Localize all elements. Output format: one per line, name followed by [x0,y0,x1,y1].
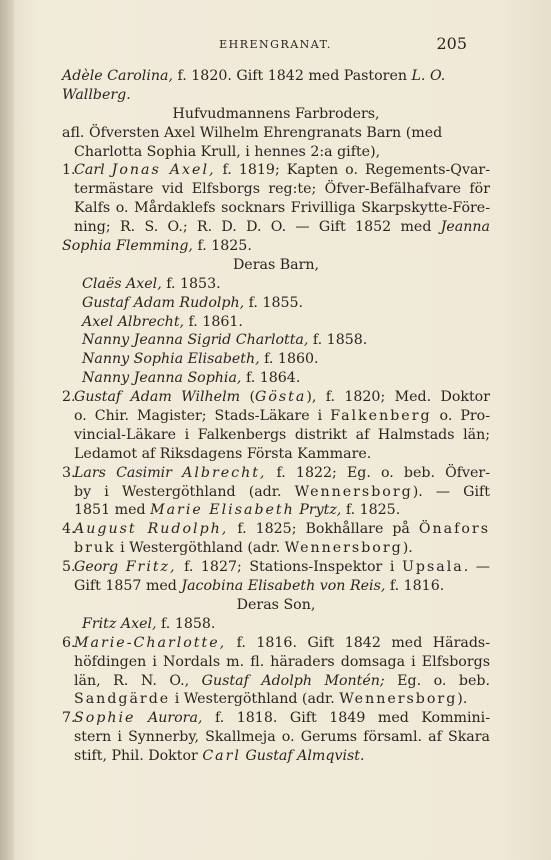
entry-number: 6. [62,634,76,651]
text-line [82,350,490,369]
text-line [62,388,491,407]
text-line [62,67,490,86]
text-segment: f. 1858. [156,615,216,632]
emphasized-name: Sandgärde [74,691,171,708]
emphasized-name: August Rudolph, [74,521,229,538]
text-line [62,237,490,256]
text-segment: ). [402,540,413,557]
emphasized-name: Wallberg. [62,86,131,103]
text-segment: ). — Gift [412,483,491,500]
text-line [62,596,490,615]
text-segment: vincial-Läkare i Falkenbergs distrikt af Halmstads län; [74,426,490,443]
emphasized-name: Önafors [418,521,490,538]
text-segment: by i Westergöthland (adr. [74,483,295,500]
text-segment: 1851 med [74,502,151,519]
text-line [74,199,490,218]
text-line [82,331,490,350]
text-line [74,180,490,199]
emphasized-name: Carl [202,748,241,765]
text-segment: f. 1818. Gift 1849 med Kommini- [202,710,491,727]
text-segment: f. 1864. [241,370,301,387]
emphasized-name: Falkenberg [330,408,432,425]
emphasized-name: Sophie [74,710,136,727]
text-line [82,313,490,332]
text-segment: o. Pro- [431,408,490,425]
text-line [62,520,490,539]
emphasized-name: Prytz, [294,502,342,519]
text-segment: Gift 1857 med [74,578,182,595]
text-segment: Kalfs o. Mårdaklefs socknars Frivilliga Skarpskytte-Före- [74,200,490,217]
text-line [74,539,490,558]
text-line [62,634,490,653]
text-line [74,407,490,426]
emphasized-name: Wennersborg [339,691,458,708]
emphasized-name: Aurora, [135,710,203,727]
text-segment: . — [463,559,490,576]
text-line [74,501,490,520]
text-line [74,653,490,672]
page-number: 205 [436,34,467,53]
text-segment: f. 1816. [385,578,445,595]
text-segment: o. Chir. Magister; Stads-Läkare i [74,408,331,425]
entry-number: 3. [62,464,76,481]
text-segment: ning; R. S. O.; R. D. D. O. — Gift 1852 med [74,219,441,236]
text-segment: f. 1822; Eg. o. beb. Öfver- [266,464,490,481]
emphasized-name: Gösta [254,389,307,406]
text-line [74,143,490,162]
text-segment: f. 1861. [184,313,243,330]
text-segment: afl. Öfversten Axel Wilhelm Ehrengranats Barn (med [62,124,443,141]
text-segment: höfdingen i Nordals m. fl. häraders domsaga i Elfsborgs [74,653,490,670]
emphasized-name: Albrecht, [182,464,267,481]
text-segment: f. 1816. Gift 1842 med Härads- [226,634,490,651]
text-segment: län, R. N. O., [74,672,202,689]
emphasized-name: Claës Axel, [82,275,162,292]
text-line [74,690,490,709]
entry-number: 7. [62,710,76,727]
text-line [62,161,490,180]
text-segment: f. 1820. Gift 1842 med Pastoren [173,68,412,84]
page-gutter [0,0,14,860]
text-segment: f. 1819; Kapten o. Regements-Qvar- [215,162,490,179]
emphasized-name: Jacobina Elisabeth von Reis, [181,578,386,595]
text-segment: f. 1853. [161,275,221,292]
emphasized-name: Fritz Axel, [82,615,157,632]
emphasized-name: Nanny Sophia Elisabeth, [82,351,260,368]
emphasized-name: Nanny Jeanna Sigrid Charlotta, [82,332,309,349]
emphasized-name: Georg [74,559,126,576]
text-segment: stern i Synnerby, Skallmeja o. Gerums församl. af Skara [74,729,490,746]
text-line [82,294,490,313]
emphasized-name: Upsala [401,559,464,576]
text-line [74,218,490,237]
emphasized-name: Carl [74,162,112,179]
emphasized-name: Axel Albrecht, [82,313,185,330]
text-line [74,747,490,766]
text-segment: f. 1858. [308,332,368,349]
text-segment: f. 1827; Stations-Inspektor i [176,559,402,576]
text-segment: f. 1825. [192,238,252,255]
entry-number: 1. [62,162,76,179]
text-segment: f. 1825. [341,502,401,519]
entry-number: 4. [62,521,76,538]
entry-number: 5. [62,559,76,576]
emphasized-name: Jeanna [440,219,490,236]
text-segment: ( [240,389,255,406]
text-segment: i Westergöthland (adr. [170,691,340,708]
text-line [74,672,490,691]
emphasized-name: Gustaf Adolph Montén; [201,672,385,689]
emphasized-name: Marie-Charlotte, [74,634,227,651]
emphasized-name: Gustaf Adam Rudolph, [82,294,245,311]
emphasized-name: Sophia Flemming, [62,238,193,255]
text-segment: stift, Phil. Doktor [74,748,203,765]
text-line [82,275,490,294]
text-line [74,483,490,502]
text-line [62,709,491,728]
text-segment: Hufvudmannens Farbroders, [172,105,380,122]
text-segment: Ledamot af Riksdagens Första Kammare. [74,445,372,462]
entry-number: 2. [62,389,76,406]
text-line [62,558,490,577]
emphasized-name: Wennersborg [294,483,413,500]
running-head: EHRENGRANAT. [219,38,332,51]
emphasized-name: Gustaf Adam Wilhelm [74,389,241,406]
emphasized-name: Marie Elisabeth [150,502,295,519]
text-line [82,615,490,634]
emphasized-name: Fritz, [125,559,177,576]
text-segment: i Westergöthland (adr. [115,540,285,557]
text-line [62,105,490,124]
text-line [74,426,490,445]
emphasized-name: Jonas Axel, [111,162,216,179]
text-segment: termästare vid Elfsborgs reg:te; Öfver-Befälhafvare för [74,181,490,198]
text-segment: Deras Son, [236,596,316,613]
text-segment: f. 1825; Bokhållare på [228,521,419,538]
emphasized-name: Adèle Carolina, [62,68,173,84]
text-segment: f. 1855. [244,294,304,311]
emphasized-name: Nanny Jeanna Sophia, [82,370,242,387]
text-segment: ), f. 1820; Med. Doktor [306,389,491,406]
text-line [74,577,490,596]
text-line [62,464,490,483]
emphasized-name: Wennersborg [284,540,403,557]
text-line [74,445,490,464]
emphasized-name: bruk [74,540,116,557]
text-line [62,124,490,143]
text-segment: f. 1860. [259,351,319,368]
text-segment: Charlotta Sophia Krull, i hennes 2:a gifte), [74,143,381,160]
text-segment: Deras Barn, [232,256,320,273]
emphasized-name: L. O. [411,68,446,84]
text-line [74,728,490,747]
text-line [82,369,490,388]
emphasized-name: Lars Casimir [74,464,183,481]
text-segment: Eg. o. beb. [384,672,491,689]
body-text [62,67,490,766]
text-segment: ). [457,691,468,708]
text-line [62,256,490,275]
emphasized-name: Gustaf Almqvist. [240,748,365,765]
text-line [62,86,490,105]
